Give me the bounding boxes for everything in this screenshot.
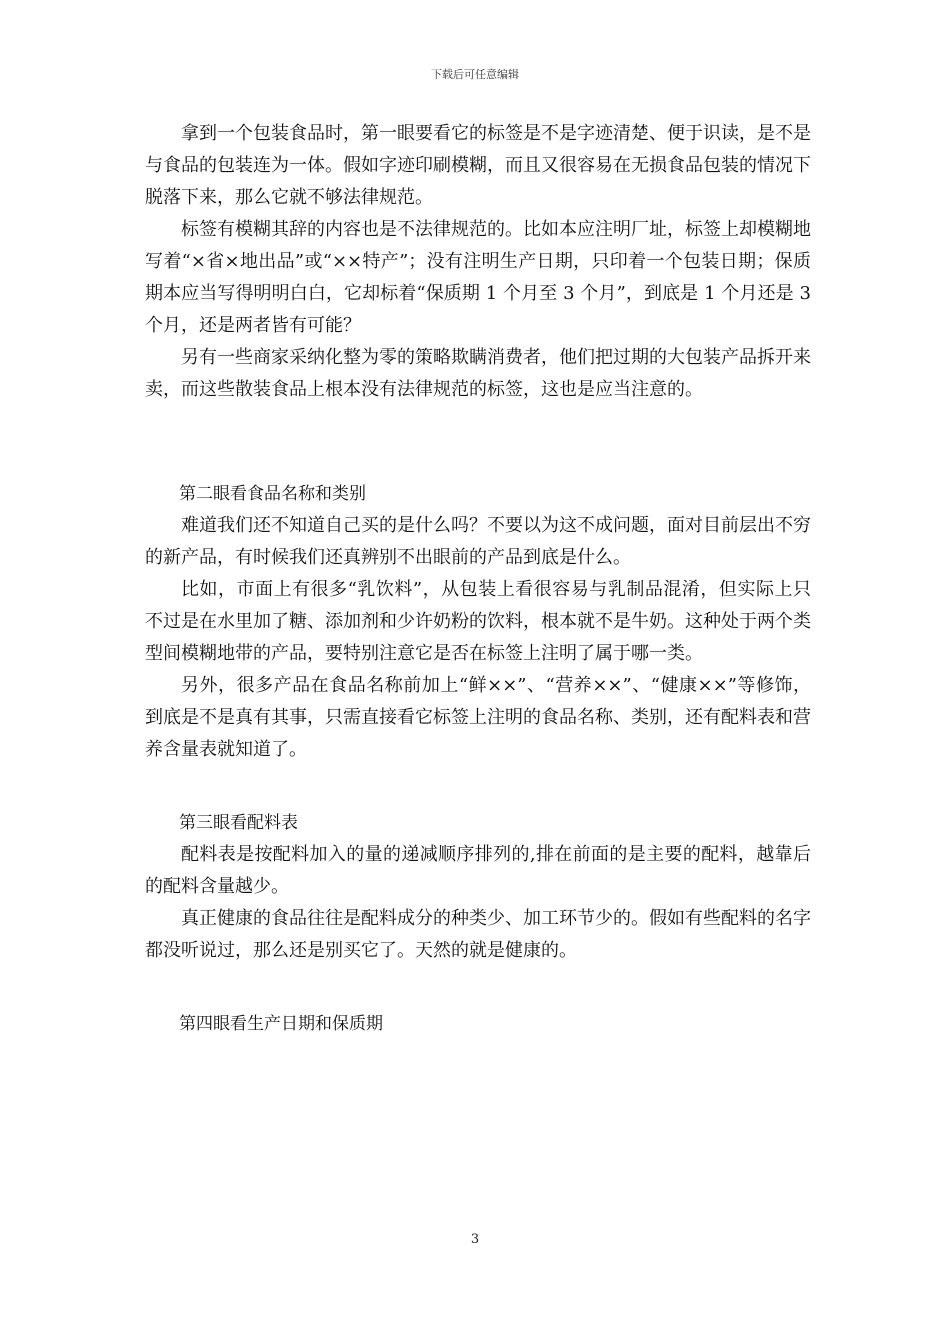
section-spacer [145, 766, 811, 807]
intro-paragraph-3: 另有一些商家采纳化整为零的策略欺瞒消费者，他们把过期的大包装产品拆开来卖，而这些散装食品上根本没有法律规范的标签，这也是应当注意的。 [145, 347, 811, 400]
page-number: 3 [470, 1232, 480, 1247]
section-heading-dates: 第四眼看生产日期和保质期 [179, 1014, 383, 1034]
name-category-paragraph-3: 另外，很多产品在食品名称前加上“鲜××”、“营养××”、“健康××”等修饰，到底是不是真有其事，只需直接看它标签上注明的食品名称、类别，还有配料表和营养含量表就知道了。 [145, 675, 811, 760]
name-category-paragraph-1: 难道我们还不知道自己买的是什么吗？不要以为这不成问题，面对目前层出不穷的新产品，有时候我们还真辨别不出眼前的产品到底是什么。 [145, 515, 811, 568]
section-heading-name-category: 第二眼看食品名称和类别 [179, 484, 366, 504]
section-spacer [145, 406, 811, 478]
name-category-paragraph-2: 比如，市面上有很多“乳饮料”，从包装上看很容易与乳制品混淆，但实际上只不过是在水里加了糖、添加剂和少许奶粉的饮料，根本就不是牛奶。这种处于两个类型间模糊地带的产品，要特别注意它是否在标签上注明了属于哪一类。 [145, 579, 811, 664]
document-body [145, 118, 811, 1040]
section-heading-ingredients: 第三眼看配料表 [179, 813, 298, 833]
section-spacer [145, 967, 811, 1008]
ingredients-paragraph-1: 配料表是按配料加入的量的递减顺序排列的,排在前面的是主要的配料，越靠后的配料含量越少。 [145, 844, 811, 897]
ingredients-paragraph-2: 真正健康的食品往往是配料成分的种类少、加工环节少的。假如有些配料的名字都没听说过，那么还是别买它了。天然的就是健康的。 [145, 908, 811, 961]
intro-paragraph-2: 标签有模糊其辞的内容也是不法律规范的。比如本应注明厂址，标签上却模糊地写着“×省×地出品”或“××特产”；没有注明生产日期，只印着一个包装日期；保质期本应当写得明明白白，它却标着“保质期 1 个月至 3 个月”，到底是 1 个月还是 3 个月，还是两者皆有可能？ [145, 219, 811, 336]
intro-paragraph-1: 拿到一个包装食品时，第一眼要看它的标签是不是字迹清楚、便于识读，是不是与食品的包装连为一体。假如字迹印刷模糊，而且又很容易在无损食品包装的情况下脱落下来，那么它就不够法律规范。 [145, 123, 811, 208]
page-header: 下载后可任意编辑 [431, 68, 519, 81]
